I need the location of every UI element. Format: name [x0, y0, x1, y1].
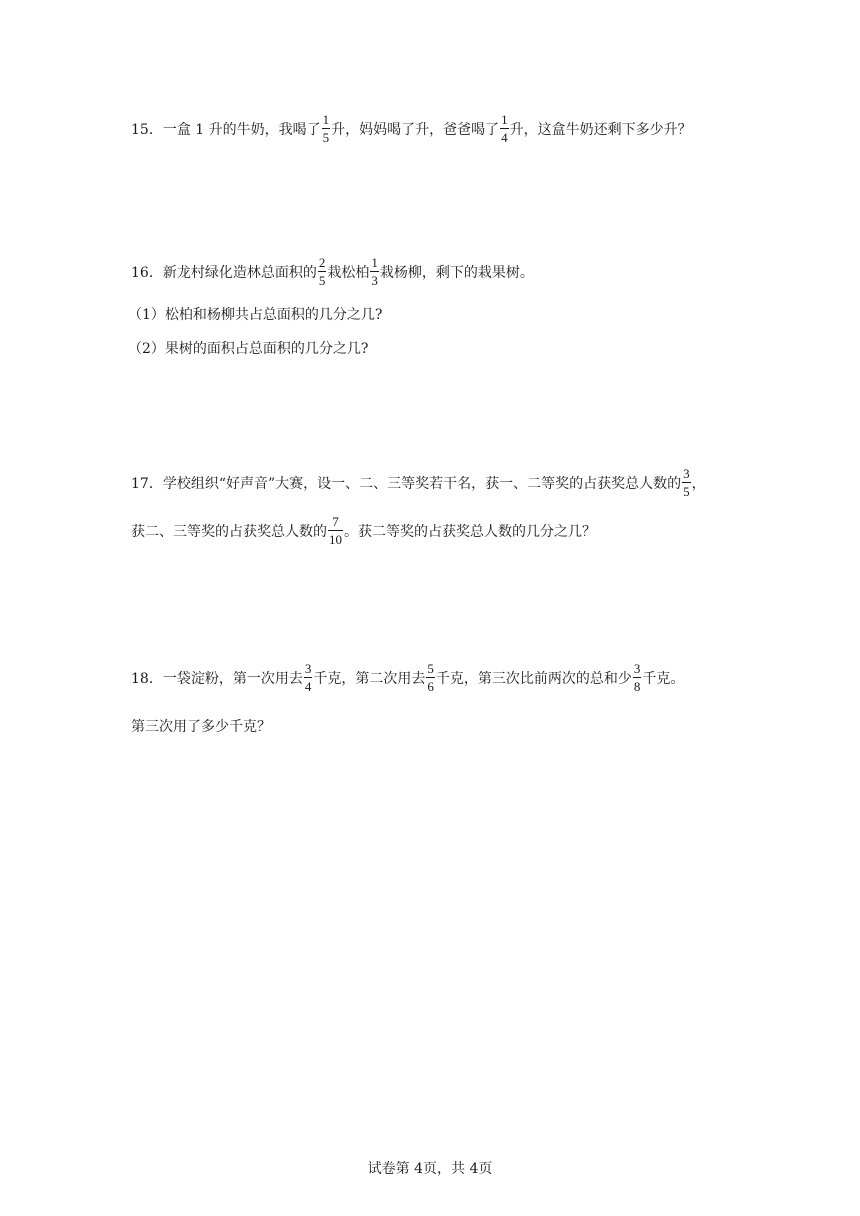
denominator: 5	[318, 273, 326, 288]
q17-text-4: 。获二等奖的占获奖总人数的几分之几？	[344, 523, 596, 540]
denominator: 5	[322, 130, 330, 145]
fraction	[328, 515, 343, 546]
q18-text-5: 第三次用了多少千克？	[131, 719, 271, 735]
denominator: 10	[329, 532, 342, 547]
numerator: 2	[318, 255, 326, 270]
q16-sub2-text: （2）果树的面积占总面积的几分之几?	[128, 341, 369, 357]
question-16	[131, 256, 534, 287]
denominator: 4	[304, 679, 312, 694]
denominator: 6	[427, 679, 434, 694]
denominator: 5	[683, 484, 690, 499]
page-footer: 试卷第 4页，共 4页	[367, 1161, 493, 1177]
fraction	[426, 662, 435, 693]
numerator: 7	[332, 514, 339, 529]
q18-text-4: 千克。	[642, 670, 685, 687]
fraction	[318, 256, 327, 287]
q18-text-3: 千克，第三次比前两次的总和少	[435, 670, 632, 687]
question-15	[131, 113, 692, 144]
fraction	[304, 662, 313, 693]
denominator: 4	[501, 130, 508, 145]
numerator: 3	[304, 661, 312, 676]
numerator: 1	[501, 112, 508, 127]
q15-text-2: 升，妈妈喝了升，爸爸喝了	[331, 121, 500, 138]
question-18-line-1	[131, 662, 684, 693]
denominator: 8	[633, 679, 641, 694]
q15-text-3: 升，这盒牛奶还剩下多少升？	[509, 121, 692, 138]
numerator: 3	[683, 466, 690, 481]
q17-text-1: 17．学校组织“好声音”大赛，设一、二、三等奖若干名，获一、二等奖的占获奖总人数的	[131, 475, 682, 492]
q18-text-1: 18．一袋淀粉，第一次用去	[131, 670, 303, 687]
q18-text-2: 千克，第二次用去	[313, 670, 426, 687]
q15-text-1: 15．一盒 1 升的牛奶，我喝了	[131, 121, 321, 138]
fraction	[682, 467, 691, 498]
q16-subquestion-1	[128, 304, 382, 324]
question-18-line-2	[131, 716, 271, 736]
numerator: 3	[633, 661, 641, 676]
q17-text-2: ，	[691, 475, 706, 492]
numerator: 1	[322, 112, 330, 127]
q16-subquestion-2	[128, 338, 368, 358]
numerator: 1	[371, 255, 378, 270]
q16-text-1: 16．新龙村绿化造林总面积的	[131, 264, 317, 281]
denominator: 3	[371, 273, 378, 288]
numerator: 5	[427, 661, 434, 676]
question-17-line-2	[131, 515, 596, 546]
q16-text-2: 栽松柏	[327, 264, 370, 281]
q16-text-3: 栽杨柳，剩下的栽果树。	[379, 264, 534, 281]
fraction	[370, 256, 379, 287]
fraction	[633, 662, 642, 693]
q17-text-3: 获二、三等奖的占获奖总人数的	[131, 523, 327, 540]
fraction	[500, 113, 509, 144]
fraction	[322, 113, 331, 144]
question-17-line-1	[131, 467, 706, 498]
q16-sub1-text: （1）松柏和杨柳共占总面积的几分之几?	[128, 307, 383, 323]
